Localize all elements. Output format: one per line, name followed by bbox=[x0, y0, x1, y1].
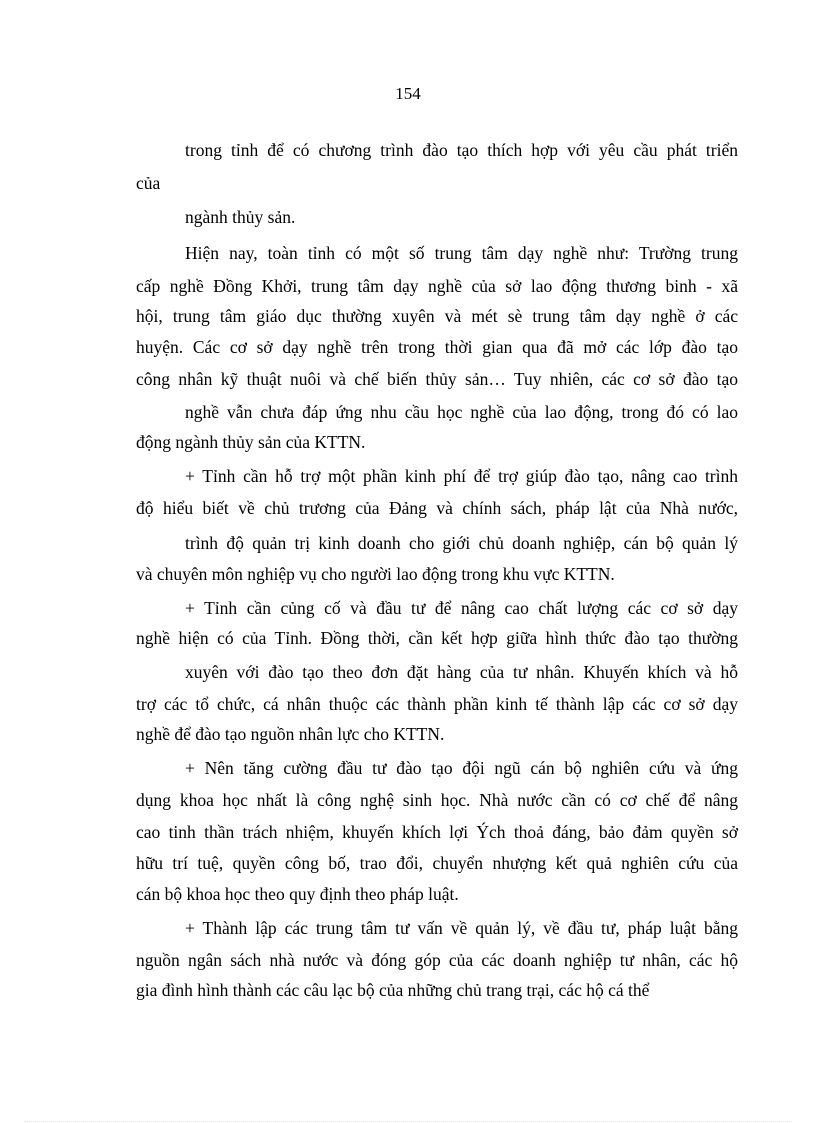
text-line: độ hiểu biết về chủ trương của Đảng và chính sách, pháp lật của Nhà nước, bbox=[136, 498, 738, 518]
page-bottom-divider bbox=[24, 1121, 792, 1122]
text-line: hữu trí tuệ, quyền công bố, trao đổi, chuyển nhượng kết quả nghiên cứu của bbox=[136, 853, 738, 873]
text-line: nghề hiện có của Tỉnh. Đồng thời, cần kết hợp giữa hình thức đào tạo thường bbox=[136, 628, 738, 648]
text-line: và chuyên môn nghiệp vụ cho người lao động trong khu vực KTTN. bbox=[136, 564, 615, 584]
text-line: huyện. Các cơ sở dạy nghề trên trong thời gian qua đã mở các lớp đào tạo bbox=[136, 337, 738, 357]
text-line: xuyên với đào tạo theo đơn đặt hàng của tư nhân. Khuyến khích và hỗ bbox=[185, 662, 738, 682]
page-number: 154 bbox=[395, 84, 421, 103]
text-line: nghề vẫn chưa đáp ứng nhu cầu học nghề của lao động, trong đó có lao bbox=[185, 402, 738, 422]
text-line: cán bộ khoa học theo quy định theo pháp luật. bbox=[136, 884, 459, 904]
text-line: dụng khoa học nhất là công nghệ sinh học. Nhà nước cần có cơ chế để nâng bbox=[136, 790, 738, 810]
text-line: động ngành thủy sản của KTTN. bbox=[136, 432, 366, 452]
text-line: nghề để đào tạo nguồn nhân lực cho KTTN. bbox=[136, 724, 445, 744]
text-line: trong tỉnh để có chương trình đào tạo thích hợp với yêu cầu phát triển bbox=[185, 140, 738, 160]
text-line: + Thành lập các trung tâm tư vấn về quản lý, về đầu tư, pháp luật bằng bbox=[185, 918, 738, 938]
text-line: công nhân kỹ thuật nuôi và chế biến thủy sản… Tuy nhiên, các cơ sở đào tạo bbox=[136, 369, 738, 389]
text-line: + Tỉnh cần hỗ trợ một phần kinh phí để trợ giúp đào tạo, nâng cao trình bbox=[185, 466, 738, 486]
text-line: ngành thủy sản. bbox=[185, 207, 296, 227]
text-line: trợ các tổ chức, cá nhân thuộc các thành phần kinh tế thành lập các cơ sở dạy bbox=[136, 694, 738, 714]
text-line: cấp nghề Đồng Khởi, trung tâm dạy nghề của sở lao động thương binh - xã bbox=[136, 276, 738, 296]
text-line: nguồn ngân sách nhà nước và đóng góp của các doanh nghiệp tư nhân, các hộ bbox=[136, 950, 738, 970]
text-line: + Tỉnh cần củng cố và đầu tư để nâng cao chất lượng các cơ sở dạy bbox=[185, 598, 738, 618]
text-line: trình độ quản trị kinh doanh cho giới chủ doanh nghiệp, cán bộ quản lý bbox=[185, 533, 738, 553]
text-line: hội, trung tâm giáo dục thường xuyên và mét sè trung tâm dạy nghề ở các bbox=[136, 306, 738, 326]
text-line: Hiện nay, toàn tỉnh có một số trung tâm dạy nghề như: Trường trung bbox=[185, 243, 738, 263]
text-line: của bbox=[136, 173, 161, 193]
text-line: + Nên tăng cường đầu tư đào tạo đội ngũ cán bộ nghiên cứu và ứng bbox=[185, 758, 738, 778]
text-line: gia đình hình thành các câu lạc bộ của những chủ trang trại, các hộ cá thể bbox=[136, 980, 650, 1000]
text-line: cao tinh thần trách nhiệm, khuyến khích lợi Ých thoả đáng, bảo đảm quyền sở bbox=[136, 822, 738, 842]
